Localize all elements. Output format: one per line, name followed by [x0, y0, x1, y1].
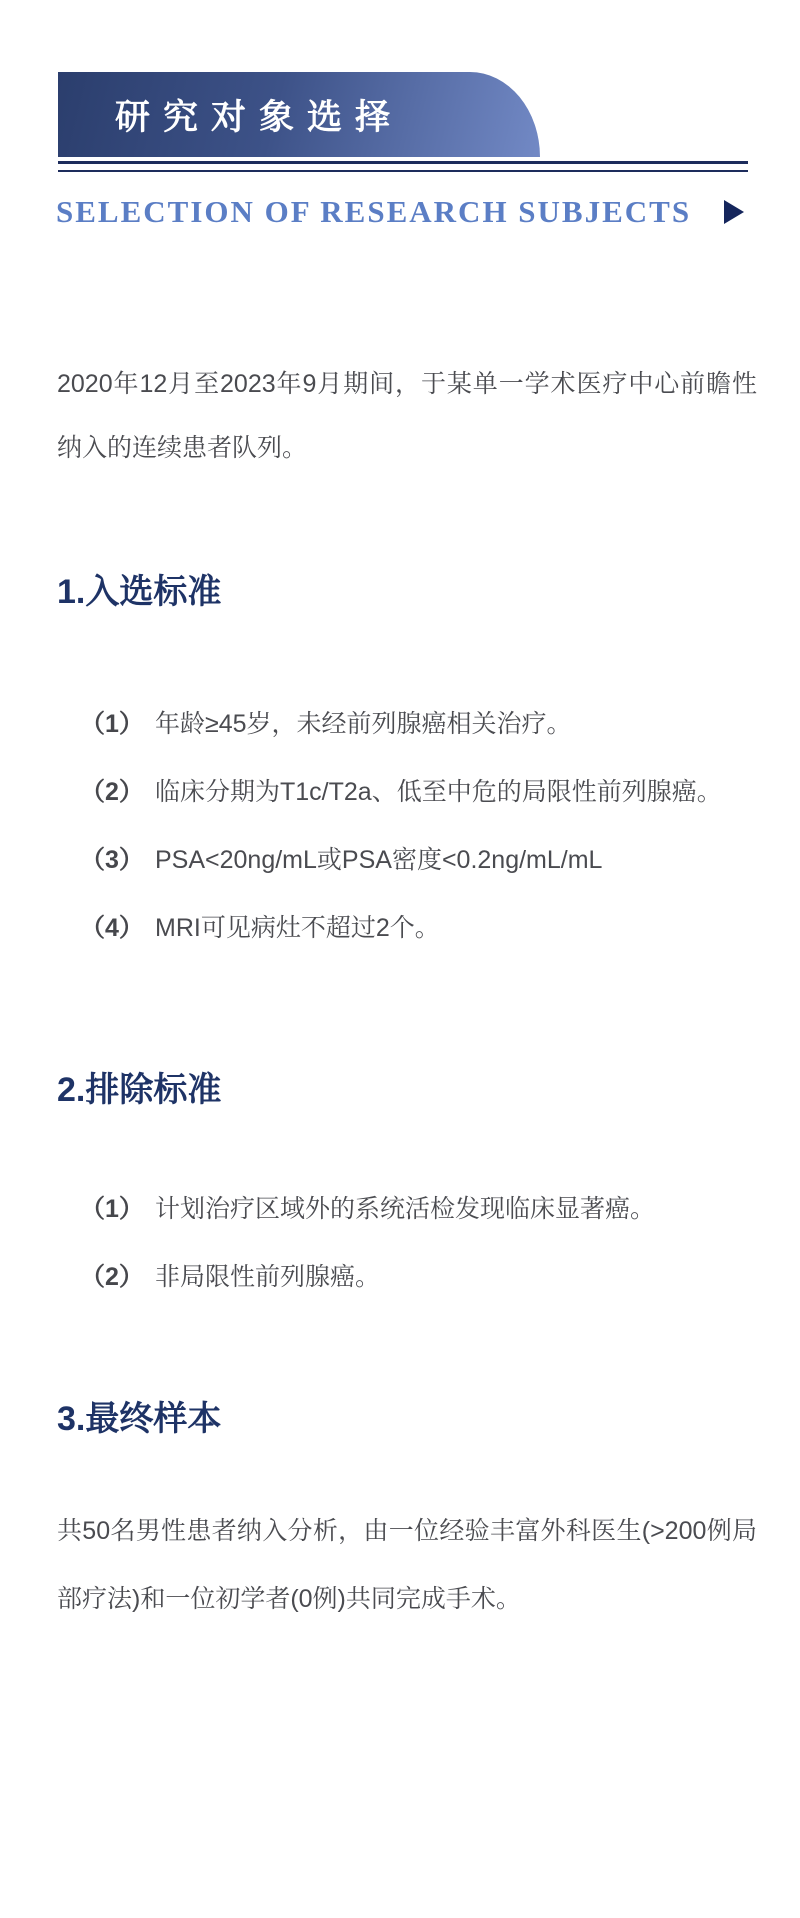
section-1-list: [80, 690, 756, 962]
item-text: 非局限性前列腺癌。: [155, 1263, 381, 1291]
item-number: （4）: [80, 914, 144, 942]
intro-paragraph: 2020年12月至2023年9月期间，于某单一学术医疗中心前瞻性纳入的连续患者队列。: [57, 370, 757, 462]
final-sample-paragraph: 共50名男性患者纳入分析，由一位经验丰富外科医生(>200例局部疗法)和一位初学者(0例)共同完成手术。: [57, 1517, 757, 1613]
page-subtitle: SELECTION OF RESEARCH SUBJECTS: [56, 194, 692, 229]
item-text: 年龄≥45岁，未经前列腺癌相关治疗。: [155, 710, 572, 738]
item-text: PSA<20ng/mL或PSA密度<0.2ng/mL/mL: [155, 846, 603, 874]
subtitle-row: [56, 194, 748, 230]
section-1-heading: 1.入选标准: [57, 573, 222, 611]
list-item: [80, 758, 756, 826]
item-number: （3）: [80, 846, 144, 874]
list-item: [80, 894, 756, 962]
page-title: 研究对象选择: [115, 97, 404, 137]
item-number: （1）: [80, 710, 144, 738]
item-number: （2）: [80, 778, 144, 806]
arrow-right-icon: [724, 200, 744, 224]
header-banner: [58, 72, 540, 157]
item-text: MRI可见病灶不超过2个。: [155, 914, 440, 942]
section-2-list: [80, 1175, 756, 1311]
item-text: 计划治疗区域外的系统活检发现临床显著癌。: [155, 1195, 656, 1223]
item-number: （1）: [80, 1195, 144, 1223]
list-item: [80, 1175, 756, 1243]
list-item: [80, 1243, 756, 1311]
item-number: （2）: [80, 1263, 144, 1291]
header-divider: [58, 161, 748, 172]
section-3-heading: 3.最终样本: [57, 1400, 222, 1438]
list-item: [80, 826, 756, 894]
header: [0, 72, 800, 230]
section-2-heading: 2.排除标准: [57, 1071, 222, 1109]
list-item: [80, 690, 756, 758]
item-text: 临床分期为T1c/T2a、低至中危的局限性前列腺癌。: [155, 778, 722, 806]
